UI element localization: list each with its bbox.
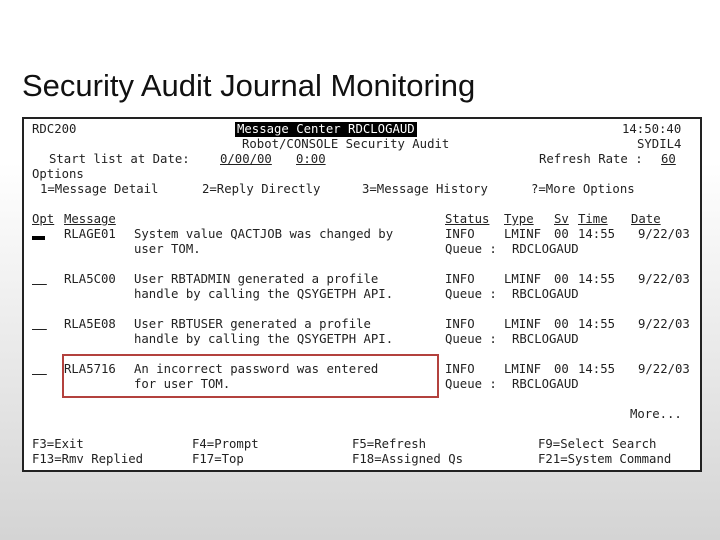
- message-type: LMINF: [504, 317, 542, 331]
- option-message-history: 3=Message History: [362, 182, 488, 196]
- message-time: 14:55: [578, 272, 616, 286]
- opt-input-row-1[interactable]: [32, 227, 45, 242]
- column-header-time: Time: [578, 212, 608, 226]
- queue-label: Queue :: [445, 287, 497, 301]
- queue-label: Queue :: [445, 242, 497, 256]
- start-date-label: Start list at Date:: [49, 152, 190, 166]
- column-header-date: Date: [631, 212, 661, 226]
- f13-remove-replied-key[interactable]: F13=Rmv Replied: [32, 452, 144, 466]
- queue-name: RBCLOGAUD: [512, 332, 579, 346]
- screen-id: RDC200: [32, 122, 77, 136]
- message-date: 9/22/03: [638, 362, 690, 376]
- message-severity: 00: [554, 362, 569, 376]
- message-time: 14:55: [578, 227, 616, 241]
- f17-top-key[interactable]: F17=Top: [192, 452, 244, 466]
- message-text: User RBTADMIN generated a profile: [134, 272, 379, 286]
- message-type: LMINF: [504, 362, 542, 376]
- column-header-sv: Sv: [554, 212, 569, 226]
- clock-time: 14:50:40: [622, 122, 682, 136]
- message-id: RLA5716: [64, 362, 116, 376]
- option-more-options: ?=More Options: [531, 182, 635, 196]
- opt-input-row-2[interactable]: [32, 272, 47, 287]
- message-status: INFO: [445, 362, 475, 376]
- option-reply-directly: 2=Reply Directly: [202, 182, 321, 196]
- message-date: 9/22/03: [638, 227, 690, 241]
- screen-subtitle: Robot/CONSOLE Security Audit: [242, 137, 450, 151]
- message-status: INFO: [445, 227, 475, 241]
- option-message-detail: 1=Message Detail: [40, 182, 159, 196]
- message-severity: 00: [554, 227, 569, 241]
- message-type: LMINF: [504, 227, 542, 241]
- f18-assigned-qs-key[interactable]: F18=Assigned Qs: [352, 452, 464, 466]
- queue-label: Queue :: [445, 377, 497, 391]
- message-id: RLA5C00: [64, 272, 116, 286]
- message-date: 9/22/03: [638, 317, 690, 331]
- message-text: User RBTUSER generated a profile: [134, 317, 371, 331]
- message-time: 14:55: [578, 317, 616, 331]
- message-status: INFO: [445, 272, 475, 286]
- refresh-rate-input[interactable]: 60: [661, 152, 676, 166]
- opt-input-row-3[interactable]: [32, 317, 47, 332]
- opt-input-row-4[interactable]: [32, 362, 47, 377]
- f5-refresh-key[interactable]: F5=Refresh: [352, 437, 427, 451]
- f4-prompt-key[interactable]: F4=Prompt: [192, 437, 259, 451]
- f3-exit-key[interactable]: F3=Exit: [32, 437, 84, 451]
- message-id: RLA5E08: [64, 317, 116, 331]
- message-text-line-2: for user TOM.: [134, 377, 231, 391]
- message-text-line-2: handle by calling the QSYGETPH API.: [134, 287, 394, 301]
- queue-name: RDCLOGAUD: [512, 242, 579, 256]
- f21-system-command-key[interactable]: F21=System Command: [538, 452, 672, 466]
- message-text-line-2: user TOM.: [134, 242, 201, 256]
- queue-name: RBCLOGAUD: [512, 287, 579, 301]
- column-header-opt: Opt: [32, 212, 55, 226]
- queue-name: RBCLOGAUD: [512, 377, 579, 391]
- message-time: 14:55: [578, 362, 616, 376]
- screen-title: Message Center RDCLOGAUD: [237, 122, 415, 136]
- slide-title: Security Audit Journal Monitoring: [22, 68, 476, 103]
- message-text: An incorrect password was entered: [134, 362, 379, 376]
- message-severity: 00: [554, 272, 569, 286]
- more-indicator: More...: [630, 407, 682, 421]
- system-name: SYDIL4: [637, 137, 682, 151]
- message-id: RLAGE01: [64, 227, 116, 241]
- options-title: Options: [32, 167, 84, 181]
- message-text: System value QACTJOB was changed by: [134, 227, 394, 241]
- highlight-box: [62, 354, 439, 398]
- f9-select-search-key[interactable]: F9=Select Search: [538, 437, 657, 451]
- queue-label: Queue :: [445, 332, 497, 346]
- column-header-message: Message: [64, 212, 116, 226]
- message-type: LMINF: [504, 272, 542, 286]
- column-header-status: Status: [445, 212, 490, 226]
- message-text-line-2: handle by calling the QSYGETPH API.: [134, 332, 394, 346]
- message-date: 9/22/03: [638, 272, 690, 286]
- refresh-rate-label: Refresh Rate :: [539, 152, 643, 166]
- cursor: [32, 236, 45, 240]
- terminal-screen: [22, 117, 702, 472]
- column-header-type: Type: [504, 212, 534, 226]
- start-date-input[interactable]: 0/00/00: [220, 152, 272, 166]
- message-severity: 00: [554, 317, 569, 331]
- start-time-input[interactable]: 0:00: [296, 152, 326, 166]
- message-status: INFO: [445, 317, 475, 331]
